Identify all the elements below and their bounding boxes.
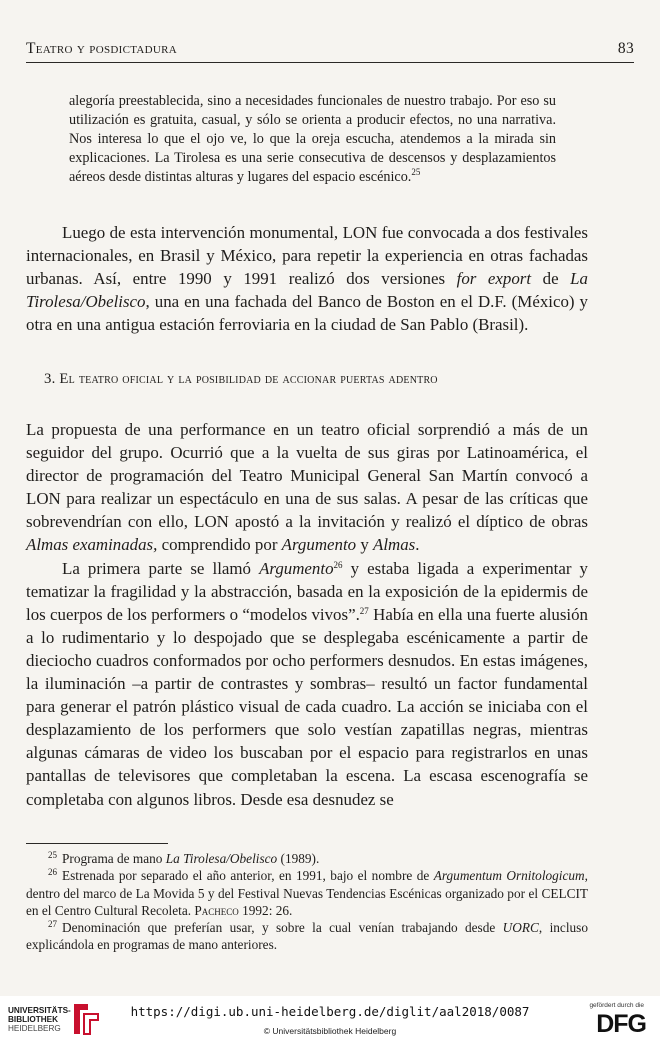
footnote-25 <box>26 850 588 867</box>
paragraph-2-italic-almas-examinadas: Almas examinadas, <box>26 535 158 555</box>
page-number: 83 <box>617 40 634 57</box>
footnote-text: Programa de mano <box>62 851 166 866</box>
footnote-ref-26[interactable]: 26 <box>333 559 343 570</box>
quote-text: alegoría preestablecida, sino a necesidades funcionales de nuestro trabajo. Por eso su utilización es gratuita, casual, y sólo se orienta a producir efectos, no una narrativa. Nos interesa lo que el ojo ve, lo que la oreja escucha, atendemos a la mirada sin explicaciones. La Tirolesa es una serie consecutiva de descensos y desplazamientos aéreos desde distintas alturas y lugares del espacio escénico. <box>69 93 556 186</box>
footnote-rule <box>26 843 168 844</box>
section-heading <box>44 371 438 388</box>
paragraph-1-italic-for-export: for export <box>456 269 532 289</box>
paragraph-2-and-3 <box>26 418 588 811</box>
footnote-ref-25[interactable]: 25 <box>411 167 421 178</box>
dfg-logo[interactable] <box>578 1002 646 1038</box>
footnote-text: (1989). <box>277 851 320 866</box>
library-name-line: BIBLIOTHEK <box>8 1015 59 1025</box>
funded-by-label: gefördert durch die <box>589 1002 644 1009</box>
footnote-number: 25 <box>48 850 57 860</box>
footnotes <box>26 850 588 954</box>
footnote-number: 27 <box>48 919 57 930</box>
paragraph-2-text-d: . <box>415 535 420 555</box>
running-head <box>26 40 634 58</box>
section-number: 3. <box>44 371 56 387</box>
footnote-ref-27[interactable]: 27 <box>359 605 369 616</box>
paragraph-3-text-a: La primera parte se llamó <box>62 558 260 578</box>
footnote-italic: Argumentum Ornitologicum <box>433 868 585 884</box>
footnote-italic: La Tirolesa/Obelisco <box>165 851 278 866</box>
footnote-italic: UORC <box>502 920 539 936</box>
paragraph-1 <box>26 221 588 336</box>
running-title: Teatro y posdictadura <box>26 40 177 57</box>
block-quote <box>69 92 556 187</box>
footnote-author: Pacheco <box>194 902 239 918</box>
footnote-26 <box>26 867 588 919</box>
footnote-number: 26 <box>48 867 57 878</box>
footnote-text: Estrenada por separado el año anterior, en 1991, bajo el nombre de <box>62 868 434 884</box>
footnote-text: 1992: 26. <box>238 902 293 918</box>
paragraph-1-italic-title: La Tirolesa/Obelisco <box>26 269 588 312</box>
paragraph-2-text-b: comprendido por <box>157 535 282 555</box>
paragraph-3-text-c: Había en ella una fuerte alusión a lo rudimentario y lo despojado que se desplegaba escénicamente a partir de dieciocho cuadros conformados por ocho performers desnudos. En estas imágenes, la iluminación –a partir de contrastes y sombras– resultó un factor fundamental para generar el patrón plástico visual de cada cuadro. La acción se iniciaba con el desplazamiento de los performers que solo vestían zapatillas negras, mientras algunas cámaras de video los buscaban por el espacio para registrarlos en unas pantallas de televisores que completaban la escena. La escasa escenografía se completaba con algunos libros. Desde esa desnudez se <box>26 604 588 809</box>
footnote-27 <box>26 919 588 954</box>
paragraph-3-italic-argumento: Argumento <box>259 558 334 578</box>
digitization-footer <box>0 996 660 1043</box>
paragraph-1-text-b: de <box>531 269 571 289</box>
footnote-text: Denominación que preferían usar, y sobre la cual venían trabajando desde <box>62 920 503 936</box>
paragraph-2-text-a: La propuesta de una performance en un teatro oficial sorprendió a más de un seguidor del grupo. Ocurrió que a la vuelta de sus giras por Latinoamérica, el director de programación del Teatro Municipal General San Martín convocó a LON para realizar un espectáculo en una de sus salas. A pesar de las críticas que sobrevendrían con ello, LON apostó a la invitación y realizó el díptico de obras <box>26 420 588 532</box>
paragraph-1-text-a: Luego de esta intervención monumental, LON fue convocada a dos festivales internacionales, en Brasil y México, para repetir la experiencia en otras fachadas urbanas. Así, entre 1990 y 1991 realizó dos versiones <box>26 223 588 289</box>
dfg-wordmark: DFG <box>596 1010 646 1038</box>
library-name-line: HEIDELBERG <box>8 1024 61 1034</box>
footnote-text: , incluso explicándola en programas de mano anteriores. <box>26 920 588 953</box>
copyright-notice: © Universitätsbibliothek Heidelberg <box>263 1026 397 1036</box>
section-title: El teatro oficial y la posibilidad de accionar puertas adentro <box>59 371 438 387</box>
paragraph-3 <box>26 557 588 811</box>
permalink-url[interactable]: https://digi.ub.uni-heidelberg.de/diglit/aal2018/0087 <box>130 1004 530 1019</box>
paragraph-2-text-c: y <box>356 535 373 555</box>
paragraph-2 <box>26 418 588 557</box>
paragraph-2-italic-almas: Almas <box>373 535 416 555</box>
paragraph-2-italic-argumento: Argumento <box>281 535 357 555</box>
footnote-text: , dentro del marco de La Movida 5 y del Festival Nuevas Tendencias Escénicas organizado por el CELCIT en el Centro Cultural Recoleta. <box>26 868 588 918</box>
paragraph-3-text-b: y estaba ligada a experimentar y tematizar la fragilidad y la abstracción, basada en la exposición de la epidermis de los cuerpos de los performers o “modelos vivos”. <box>26 558 588 624</box>
library-name-line: UNIVERSITÄTS- <box>8 1006 71 1015</box>
header-rule <box>26 62 634 63</box>
paragraph-1-text-c: , una en una fachada del Banco de Boston en el D.F. (México) y otra en una antigua estación ferroviaria en la ciudad de San Pablo (Brasil). <box>26 292 588 335</box>
